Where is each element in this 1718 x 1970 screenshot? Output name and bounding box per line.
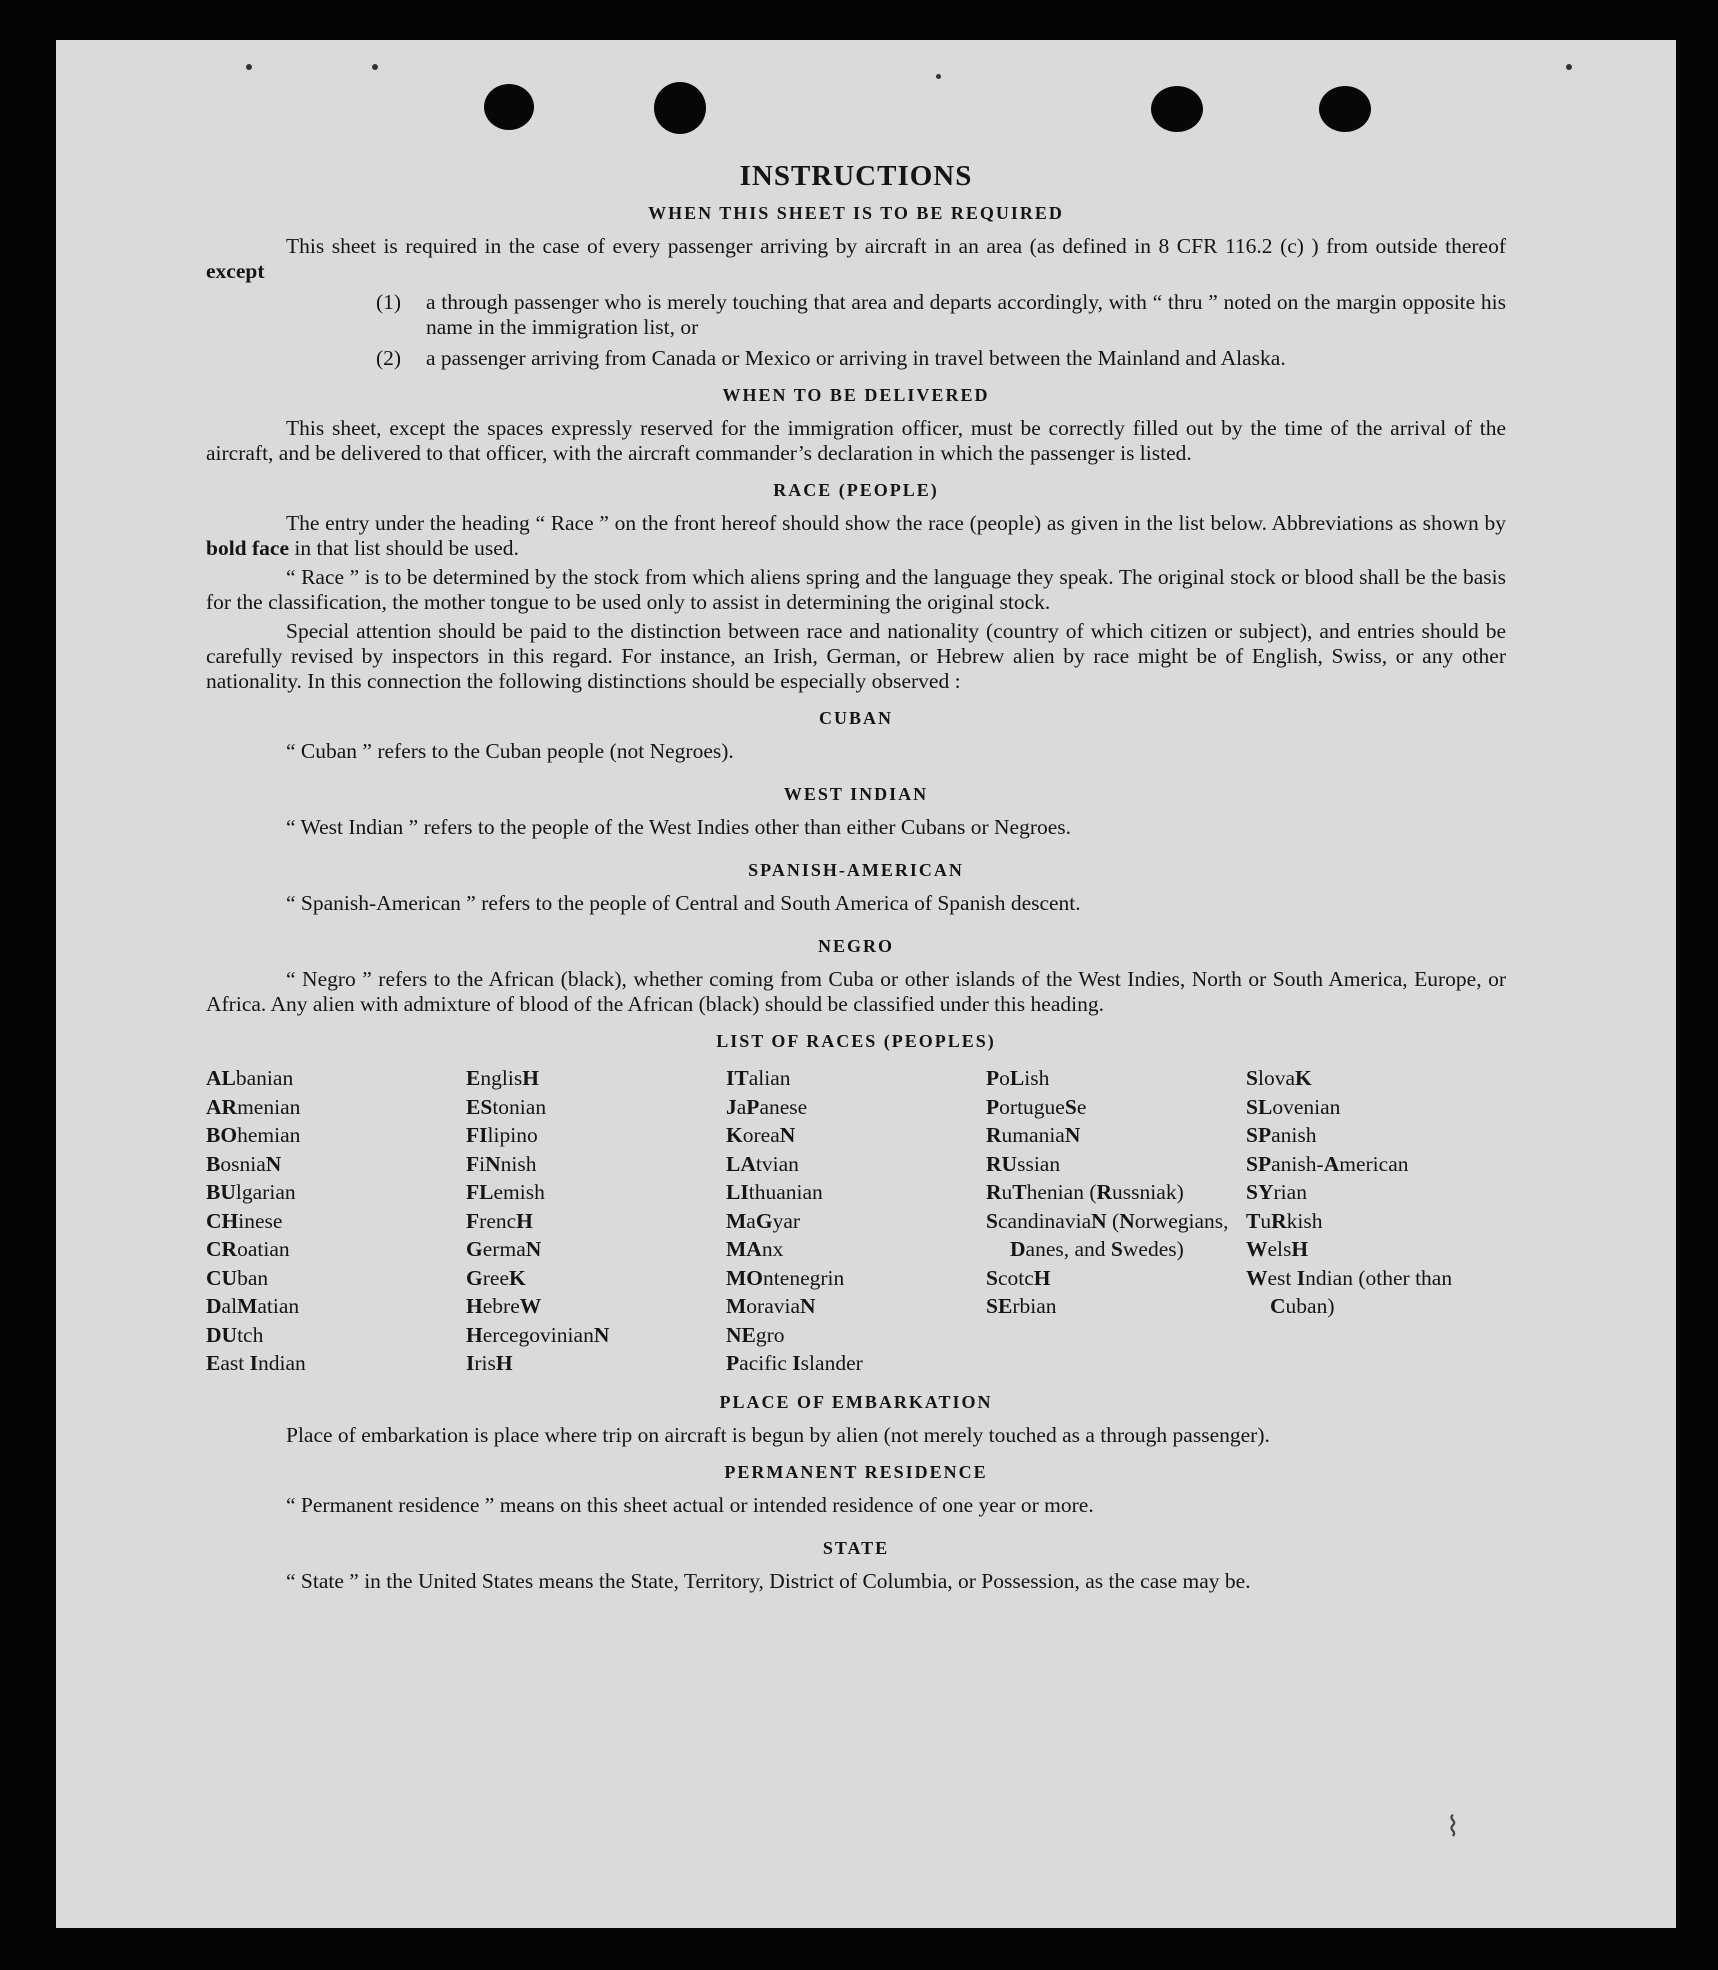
when-delivered-text: This sheet, except the spaces expressly reserved for the immigration officer, must be correctly filled out by the time of the arrival of the aircraft, and be delivered to that officer, with the aircraft commander’s declaration in which the passenger is listed. [206,416,1506,465]
race-item: RUssian [986,1151,1061,1176]
race-item: HebreW [466,1294,542,1318]
race-item: BUlgarian [206,1180,296,1204]
race-column [466,1064,726,1378]
race-item: FLemish [466,1180,545,1204]
place-of-embarkation-text: Place of embarkation is place where trip on aircraft is begun by alien (not merely touched as a through passenger). [286,1422,1270,1447]
except-emphasis: except [206,259,265,283]
section-heading-spanish-american: SPANISH-AMERICAN [748,860,964,880]
race-item: IrisH [466,1351,513,1375]
race-item: CHinese [206,1208,283,1233]
race-item: GreeK [466,1265,526,1290]
item-number: (1) [376,290,402,314]
cuban-text: “ Cuban ” refers to the Cuban people (not Negroes). [286,739,734,763]
race-item: BOhemian [206,1123,301,1147]
race-column [726,1064,986,1378]
section-heading-list-of-races: LIST OF RACES (PEOPLES) [716,1031,996,1051]
race-item: MAnx [726,1237,784,1261]
punch-hole [1151,86,1203,132]
document-page [56,40,1676,1928]
race-item: PoLish [986,1066,1050,1090]
race-item: DalMatian [206,1294,300,1318]
race-item: SYrian [1246,1180,1307,1204]
speck [936,74,941,79]
punch-hole [484,84,534,130]
race-p1-start: The entry under the heading “ Race ” on the front hereof should show the race (people) as given in the list below. Abbreviations as shown by [286,511,1506,535]
race-item: ALbanian [206,1066,294,1090]
race-item: East Indian [206,1351,306,1375]
race-item: ITalian [726,1066,791,1090]
race-column [986,1064,1246,1378]
race-p1-end: in that list should be used. [289,536,519,560]
race-item: EnglisH [466,1066,539,1090]
race-item: SErbian [986,1294,1057,1318]
race-item: DUtch [206,1322,264,1347]
race-item: ScotcH [986,1265,1051,1290]
race-item: LAtvian [726,1151,799,1176]
races-list [206,1064,1506,1378]
race-item: FIlipino [466,1123,538,1147]
section-heading-race: RACE (PEOPLE) [773,480,939,500]
race-item: EStonian [466,1094,547,1119]
race-item: Pacific Islander [726,1351,863,1375]
item-number: (2) [376,346,402,370]
state-text: “ State ” in the United States means the State, Territory, District of Columbia, or Possession, as the case may be. [286,1568,1251,1593]
speck [372,64,378,70]
race-item: FrencH [466,1208,533,1233]
section-heading-permanent-residence: PERMANENT RESIDENCE [724,1461,988,1482]
section-heading-when-delivered: WHEN TO BE DELIVERED [722,385,990,405]
race-item: PortugueSe [986,1094,1087,1119]
race-item: BosniaN [206,1151,282,1176]
race-column [206,1064,466,1378]
negro-text: “ Negro ” refers to the African (black), whether coming from Cuba or other islands of the West Indies, North or South America, Europe, or Africa. Any alien with admixture of blood of the African (black) should be classified under this heading. [206,967,1506,1016]
race-item: LIthuanian [726,1180,823,1204]
race-column [1246,1064,1506,1378]
section-heading-when-required: WHEN THIS SHEET IS TO BE REQUIRED [648,203,1064,223]
race-item: HercegovinianN [466,1322,610,1347]
race-item: ARmenian [206,1094,301,1119]
section-heading-cuban: CUBAN [818,708,893,728]
west-indian-text: “ West Indian ” refers to the people of the West Indies other than either Cubans or Negroes. [286,815,1072,839]
race-item: RuThenian (Russniak) [986,1180,1184,1204]
when-required-intro: This sheet is required in the case of every passenger arriving by aircraft in an area (as defined in 8 CFR 116.2 (c) ) from outside thereof [286,234,1506,258]
race-item: WelsH [1246,1237,1309,1261]
race-paragraph-2: “ Race ” is to be determined by the stock from which aliens spring and the language they speak. The original stock or blood shall be the basis for the classification, the mother tongue to be used only to assist in determining the original stock. [206,565,1506,614]
permanent-residence-text: “ Permanent residence ” means on this sheet actual or intended residence of one year or more. [286,1492,1094,1517]
speck [1566,64,1572,70]
instructions-content [206,160,1506,1598]
spanish-american-text: “ Spanish-American ” refers to the people of Central and South America of Spanish descent. [286,891,1081,915]
race-item: MaGyar [726,1208,801,1233]
handwritten-mark: ⌇ [1446,1810,1460,1843]
list-item [206,346,1506,371]
race-item: RumaniaN [986,1123,1081,1147]
section-heading-west-indian: WEST INDIAN [783,784,929,804]
race-item: SlovaK [1246,1066,1312,1090]
race-item: ScandinaviaN (Norwegians, Danes, and Swedes) [986,1208,1229,1261]
race-item: SLovenian [1246,1094,1341,1119]
punch-hole [654,82,706,134]
page-title: INSTRUCTIONS [739,160,973,192]
race-item: MOntenegrin [726,1265,845,1290]
item-text: a passenger arriving from Canada or Mexico or arriving in travel between the Mainland and Alaska. [426,346,1286,370]
section-heading-place-of-embarkation: PLACE OF EMBARKATION [719,1391,993,1412]
race-paragraph-1 [206,511,1506,561]
race-item: West Indian (other than Cuban) [1246,1265,1453,1318]
race-item: GermaN [466,1237,542,1261]
race-item: FiNnish [466,1151,537,1176]
list-item [206,290,1506,340]
section-heading-negro: NEGRO [817,936,894,956]
section-heading-state: STATE [822,1537,890,1558]
punch-hole [1319,86,1371,132]
race-item: TuRkish [1246,1208,1323,1233]
race-item: MoraviaN [726,1294,816,1318]
race-paragraph-3: Special attention should be paid to the distinction between race and nationality (country of which citizen or subject), and entries should be carefully revised by inspectors in this regard. For instance, an Irish, German, or Hebrew alien by race might be of English, Swiss, or any other nationality. In this connection the following distinctions should be especially observed : [206,619,1506,693]
speck [246,64,252,70]
race-item: NEgro [726,1322,785,1347]
bold-face-emphasis: bold face [206,536,290,560]
race-item: KoreaN [726,1123,796,1147]
when-required-text [206,234,1506,284]
race-item: SPanish [1246,1123,1317,1147]
race-item: CRoatian [206,1237,290,1261]
race-item: JaPanese [726,1094,808,1119]
race-item: CUban [206,1265,269,1290]
race-item: SPanish-American [1246,1151,1409,1176]
item-text: a through passenger who is merely touching that area and departs accordingly, with “ thru ” noted on the margin opposite his name in the immigration list, or [426,290,1506,339]
